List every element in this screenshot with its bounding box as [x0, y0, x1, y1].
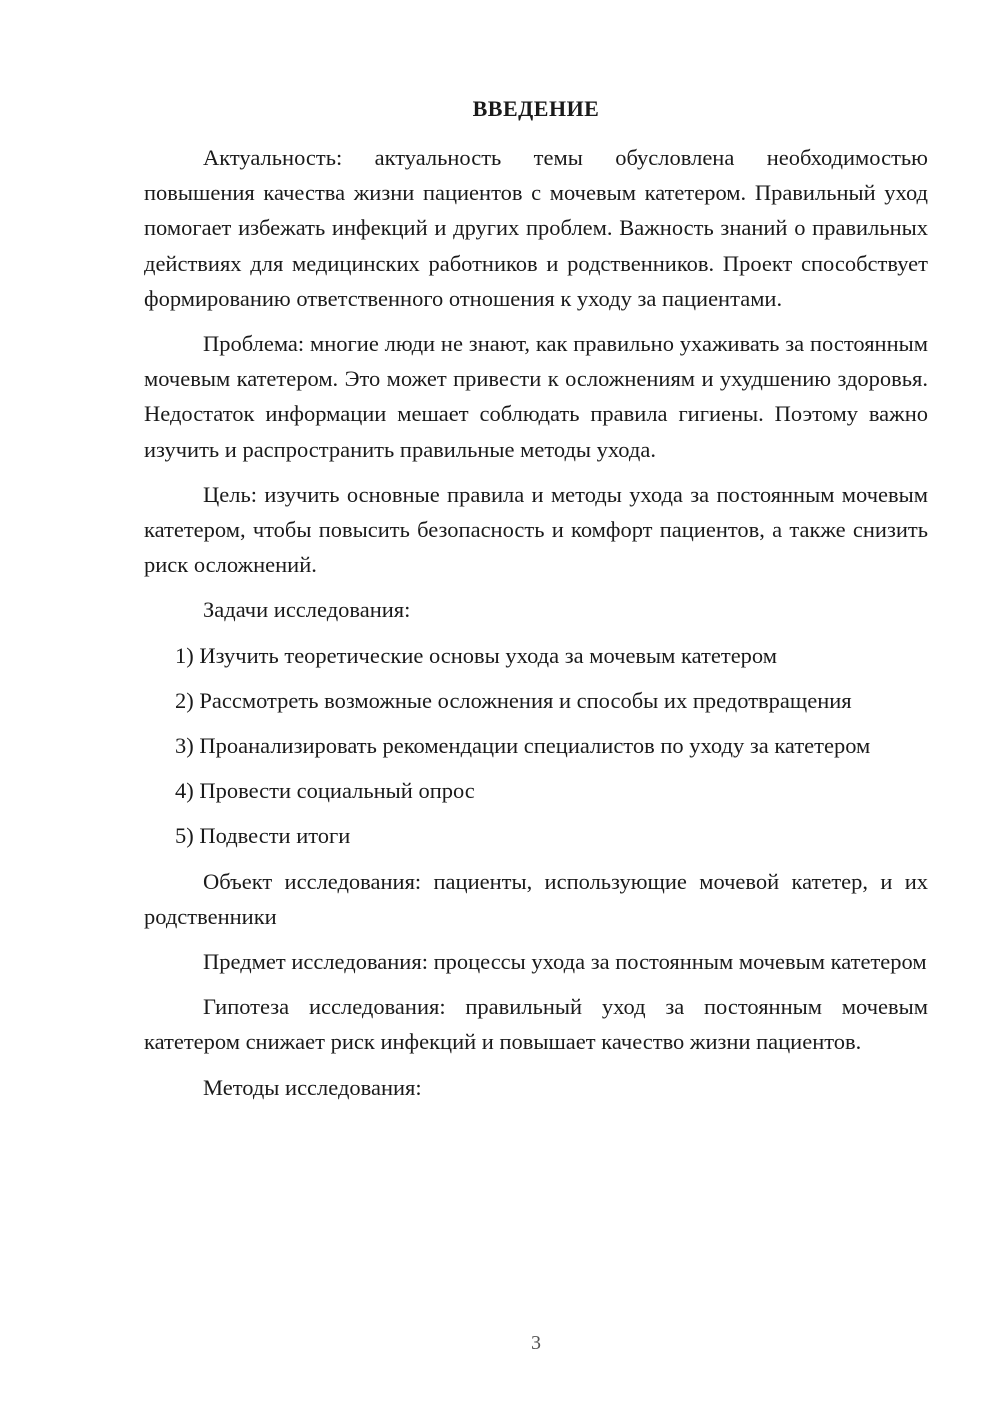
task-item-4: 4) Провести социальный опрос: [175, 778, 475, 804]
tasks-heading: Задачи исследования:: [203, 597, 411, 623]
object-paragraph: Объект исследования: пациенты, использующие мочевой катетер, и их родственники: [144, 868, 928, 929]
section-title: ВВЕДЕНИЕ: [472, 96, 600, 121]
methods-heading: Методы исследования:: [203, 1074, 422, 1100]
task-item-5: 5) Подвести итоги: [175, 823, 351, 849]
hypothesis-paragraph: Гипотеза исследования: правильный уход за постоянным мочевым катетером снижает риск инфекций и повышает качество жизни пациентов.: [144, 994, 928, 1055]
subject-paragraph: Предмет исследования: процессы ухода за постоянным мочевым катетером: [203, 949, 927, 975]
task-item-1: 1) Изучить теоретические основы ухода за мочевым катетером: [175, 642, 777, 668]
problem-paragraph: Проблема: многие люди не знают, как правильно ухаживать за постоянным мочевым катетером. Это может привести к осложнениям и ухудшению здоровья. Недостаток информации мешает соблюдать правила гигиены. Поэтому важно изучить и распространить правильные методы ухода.: [144, 331, 928, 462]
goal-paragraph: Цель: изучить основные правила и методы ухода за постоянным мочевым катетером, чтобы повысить безопасность и комфорт пациентов, а также снизить риск осложнений.: [144, 481, 928, 578]
body-text: [144, 140, 928, 1115]
task-item-3: 3) Проанализировать рекомендации специалистов по уходу за катетером: [175, 733, 871, 759]
relevance-paragraph: Актуальность: актуальность темы обусловлена необходимостью повышения качества жизни пациентов с мочевым катетером. Правильный уход помогает избежать инфекций и других проблем. Важность знаний о правильных действиях для медицинских работников и родственников. Проект способствует формированию ответственного отношения к уходу за пациентами.: [144, 145, 928, 311]
page-number: 3: [531, 1332, 541, 1354]
task-item-2: 2) Рассмотреть возможные осложнения и способы их предотвращения: [175, 687, 852, 713]
